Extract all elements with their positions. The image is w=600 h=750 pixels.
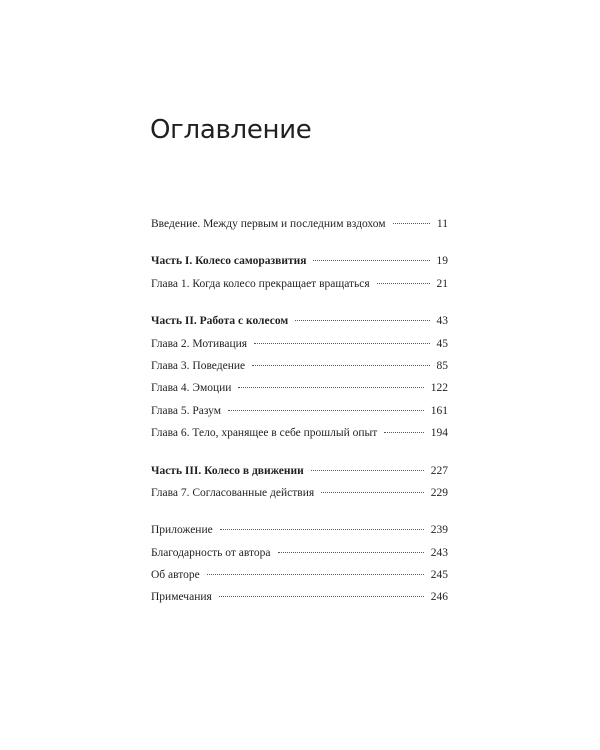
toc-entry-part-3[interactable]: [151, 460, 448, 482]
dot-leader: [207, 574, 424, 575]
dot-leader: [238, 387, 423, 388]
toc-entry-page-number: 239: [430, 524, 448, 537]
dot-leader: [220, 529, 424, 530]
toc-entry-page-number: 21: [436, 277, 448, 290]
toc-entry-page-number: 11: [436, 218, 448, 230]
toc-entry-introduction[interactable]: [151, 213, 448, 235]
toc-entry-part-1[interactable]: [151, 250, 448, 272]
toc-entry-title: Глава 2. Мотивация: [151, 337, 248, 350]
toc-entry-page-number: 161: [430, 404, 448, 417]
dot-leader: [254, 343, 429, 344]
toc-entry-title: Глава 7. Согласованные действия: [151, 486, 315, 499]
toc-entry-title: Об авторе: [151, 569, 200, 582]
toc-entry-page-number: 227: [430, 464, 448, 477]
dot-leader: [321, 492, 424, 493]
toc-entry-chapter-5[interactable]: [151, 400, 448, 422]
toc-entry-page-number: 85: [436, 359, 448, 372]
dot-leader: [228, 410, 424, 411]
toc-entry-title: Часть II. Работа с колесом: [151, 315, 289, 328]
dot-leader: [393, 223, 430, 224]
toc-entry-about-author[interactable]: [151, 564, 448, 586]
toc-entry-page-number: 122: [430, 382, 448, 395]
toc-entry-page-number: 19: [436, 255, 448, 268]
toc-entry-page-number: 229: [430, 486, 448, 499]
toc-entry-page-number: 43: [436, 315, 448, 328]
dot-leader: [295, 320, 429, 321]
toc-entry-title: Введение. Между первым и последним вздохом: [151, 218, 386, 230]
toc-entry-chapter-4[interactable]: [151, 377, 448, 399]
toc-entry-page-number: 245: [430, 569, 448, 582]
toc-entry-notes[interactable]: [151, 586, 448, 608]
toc-entry-title: Глава 5. Разум: [151, 404, 222, 417]
toc-entry-chapter-1[interactable]: [151, 273, 448, 295]
toc-entry-title: Глава 1. Когда колесо прекращает вращаться: [151, 277, 370, 290]
toc-entry-page-number: 246: [430, 591, 448, 604]
dot-leader: [219, 596, 424, 597]
toc-entry-part-2[interactable]: [151, 310, 448, 332]
dot-leader: [278, 552, 424, 553]
toc-entry-title: Глава 6. Тело, хранящее в себе прошлый опыт: [151, 427, 378, 440]
toc-entry-title: Часть I. Колесо саморазвития: [151, 255, 307, 268]
toc-entry-page-number: 194: [430, 427, 448, 440]
toc-entry-title: Примечания: [151, 591, 212, 604]
toc-entry-page-number: 45: [436, 337, 448, 350]
toc-entry-chapter-6[interactable]: [151, 422, 448, 444]
toc-entry-page-number: 243: [430, 546, 448, 559]
table-of-contents: [151, 213, 448, 609]
toc-entry-title: Благодарность от автора: [151, 546, 271, 559]
toc-entry-chapter-7[interactable]: [151, 482, 448, 504]
toc-entry-acknowledgements[interactable]: [151, 542, 448, 564]
page-title: Оглавление: [150, 115, 312, 145]
dot-leader: [252, 365, 429, 366]
dot-leader: [311, 470, 424, 471]
dot-leader: [377, 283, 430, 284]
toc-entry-title: Приложение: [151, 524, 213, 537]
toc-entry-title: Часть III. Колесо в движении: [151, 464, 304, 477]
toc-entry-chapter-3[interactable]: [151, 355, 448, 377]
dot-leader: [313, 260, 429, 261]
toc-entry-title: Глава 4. Эмоции: [151, 382, 232, 395]
toc-entry-chapter-2[interactable]: [151, 333, 448, 355]
toc-entry-appendix[interactable]: [151, 519, 448, 541]
dot-leader: [384, 432, 423, 433]
toc-entry-title: Глава 3. Поведение: [151, 359, 246, 372]
